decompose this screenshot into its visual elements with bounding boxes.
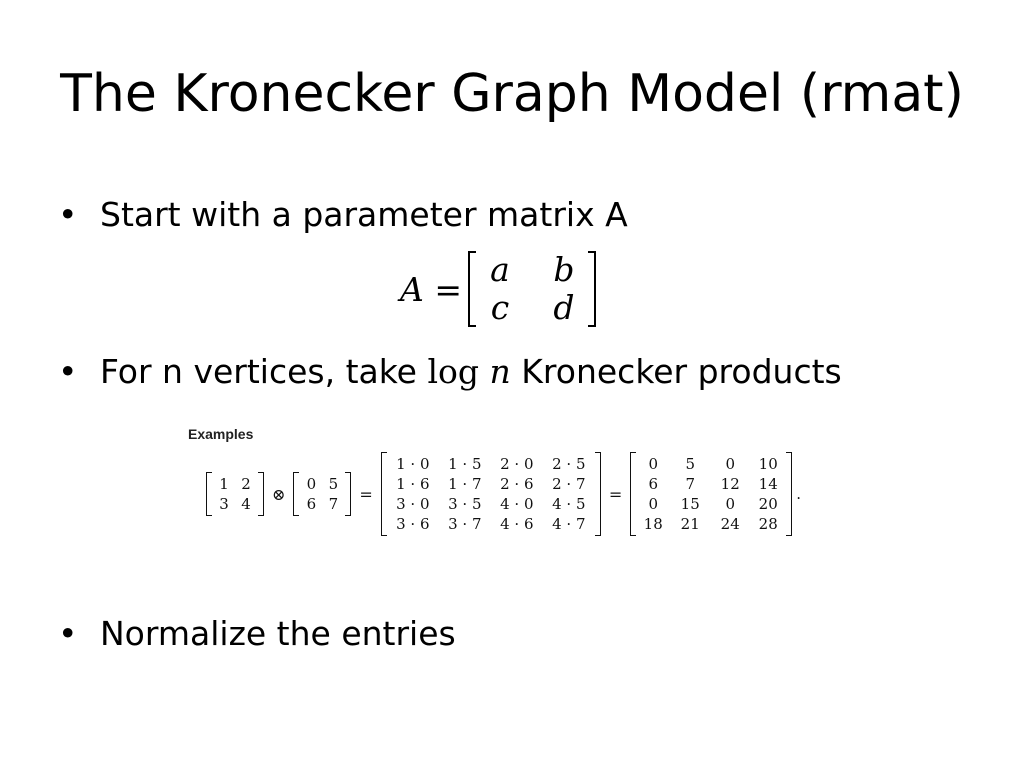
matrix-cell: 3 · 6 xyxy=(396,515,430,533)
bullet-text-before: For n vertices, take xyxy=(100,352,428,391)
matrix-cell: 0 xyxy=(725,455,735,473)
matrix-cell: 2 xyxy=(241,475,251,493)
matrix-a-lhs: A = xyxy=(400,269,462,309)
matrix-cell: 2 · 6 xyxy=(500,475,534,493)
matrix-cell: 0 xyxy=(725,495,735,513)
matrix-cell: 4 · 6 xyxy=(500,515,534,533)
examples-label: Examples xyxy=(188,426,254,442)
equals-sign: = xyxy=(608,484,623,504)
right-bracket xyxy=(786,452,792,536)
matrix-cell: 7 xyxy=(328,495,339,513)
matrix-cell: 24 xyxy=(720,515,740,533)
matrix-cell: c xyxy=(490,288,510,327)
matrix-cell: 3 · 7 xyxy=(448,515,482,533)
bullet-item-normalize xyxy=(58,614,456,654)
matrix-cell: 10 xyxy=(758,455,778,473)
matrix-cell: 4 xyxy=(241,495,251,513)
matrix-cell: 1 · 7 xyxy=(448,475,482,493)
matrix-cell: 0 xyxy=(306,475,317,493)
matrix-cell: 0 xyxy=(648,455,658,473)
matrix-cell: 1 · 0 xyxy=(396,455,430,473)
right-bracket xyxy=(258,472,264,516)
right-bracket xyxy=(588,251,596,327)
matrix-cell: 2 · 7 xyxy=(552,475,586,493)
matrix-cell: 1 · 6 xyxy=(396,475,430,493)
matrix-cell: 3 · 5 xyxy=(448,495,482,513)
left-matrix xyxy=(212,474,258,514)
matrix-cell: 3 · 0 xyxy=(396,495,430,513)
matrix-cell: b xyxy=(553,250,575,289)
matrix-a-cells xyxy=(476,251,588,327)
bullet-text: Normalize the entries xyxy=(100,614,456,653)
math-n: n xyxy=(489,352,511,391)
math-log: log xyxy=(427,352,480,391)
matrix-a-equation xyxy=(400,246,596,332)
expanded-matrix xyxy=(387,454,595,534)
matrix-cell: 2 · 0 xyxy=(500,455,534,473)
kronecker-operator: ⊗ xyxy=(272,484,286,504)
bullet-marker: • xyxy=(58,195,78,234)
matrix-cell: 3 xyxy=(219,495,229,513)
matrix-cell: a xyxy=(490,250,510,289)
matrix-cell: 6 xyxy=(306,495,317,513)
matrix-cell: 0 xyxy=(648,495,658,513)
matrix-cell: 15 xyxy=(680,495,700,513)
matrix-cell: 5 xyxy=(685,455,695,473)
right-bracket xyxy=(345,472,351,516)
matrix-cell: 4 · 7 xyxy=(552,515,586,533)
bullet-marker: • xyxy=(58,614,78,653)
matrix-cell: 2 · 5 xyxy=(552,455,586,473)
bullet-marker: • xyxy=(58,352,78,391)
matrix-cell: 5 xyxy=(328,475,339,493)
period: . xyxy=(796,485,801,503)
left-bracket xyxy=(468,251,476,327)
matrix-cell: 1 · 5 xyxy=(448,455,482,473)
matrix-cell: 4 · 0 xyxy=(500,495,534,513)
matrix-cell: 20 xyxy=(758,495,778,513)
matrix-cell: 12 xyxy=(720,475,740,493)
kronecker-example-equation xyxy=(206,452,801,536)
bullet-text-after: Kronecker products xyxy=(510,352,842,391)
bullet-item-parameter-matrix xyxy=(58,195,628,235)
matrix-cell: d xyxy=(553,288,575,327)
matrix-cell: 18 xyxy=(643,515,663,533)
slide-title: The Kronecker Graph Model (rmat) xyxy=(60,64,964,124)
matrix-cell: 28 xyxy=(758,515,778,533)
result-matrix xyxy=(636,454,786,534)
bullet-text: Start with a parameter matrix A xyxy=(100,195,628,234)
matrix-cell: 6 xyxy=(648,475,658,493)
right-bracket xyxy=(595,452,601,536)
matrix-cell: 21 xyxy=(680,515,700,533)
right-matrix xyxy=(299,474,345,514)
matrix-cell: 14 xyxy=(758,475,778,493)
bullet-item-kronecker-products xyxy=(58,352,842,392)
matrix-cell: 4 · 5 xyxy=(552,495,586,513)
equals-sign: = xyxy=(359,484,373,504)
matrix-cell: 1 xyxy=(219,475,229,493)
matrix-cell: 7 xyxy=(685,475,695,493)
